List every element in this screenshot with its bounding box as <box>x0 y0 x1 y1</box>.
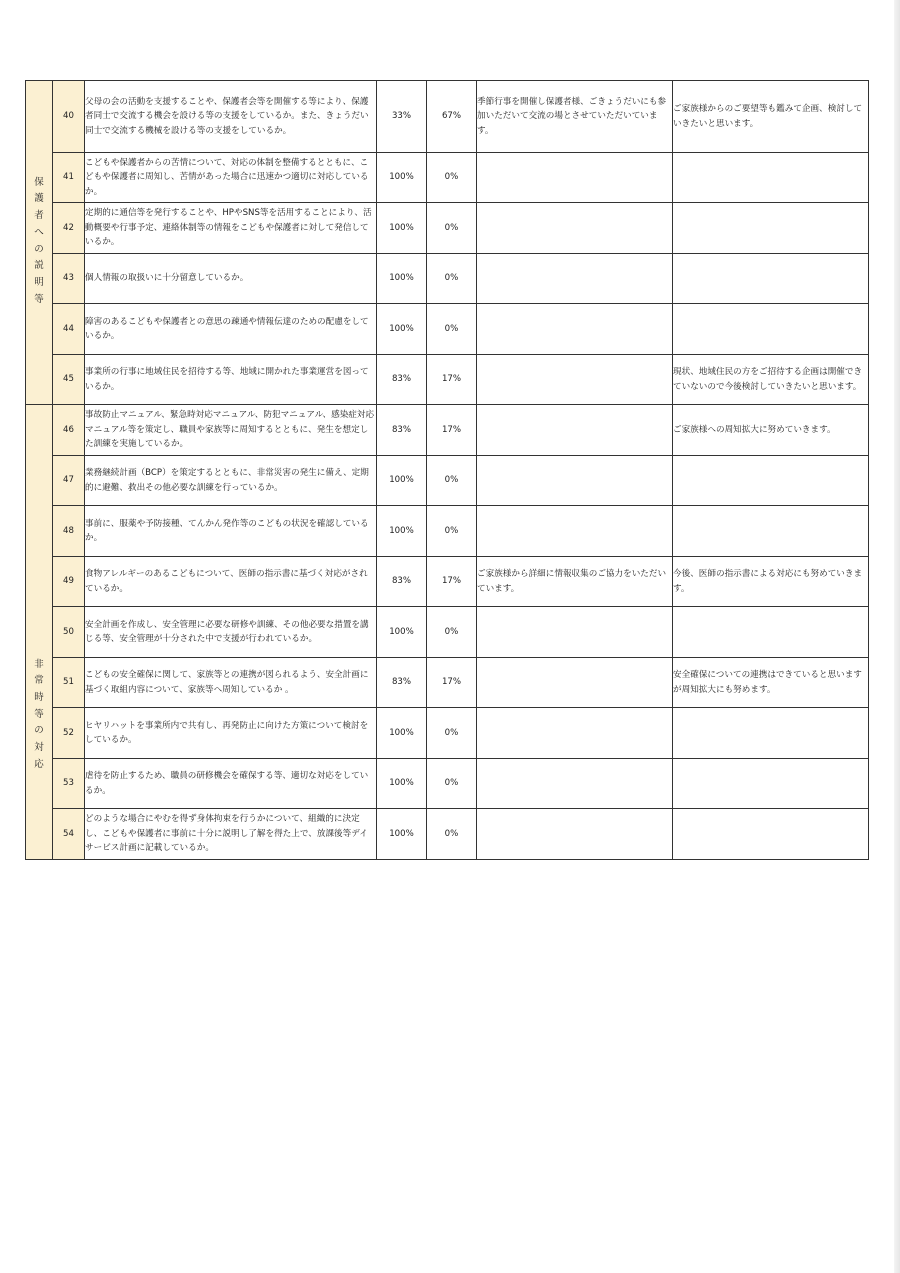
table-row <box>26 456 869 506</box>
no-percent: 0% <box>427 456 477 506</box>
yes-percent: 83% <box>377 355 427 405</box>
comment-cell <box>477 254 673 304</box>
table-row <box>26 557 869 607</box>
table-row <box>26 658 869 708</box>
section-label-char: 時 <box>34 691 44 703</box>
yes-percent: 33% <box>377 81 427 153</box>
item-number: 49 <box>53 557 85 607</box>
table-row <box>26 203 869 254</box>
response-cell <box>673 809 869 860</box>
section-label-vertical <box>26 175 52 309</box>
section-label-char: 説 <box>34 260 44 272</box>
item-number: 48 <box>53 506 85 557</box>
comment-cell <box>477 809 673 860</box>
comment-cell <box>477 607 673 658</box>
section-label-char: 護 <box>34 193 44 205</box>
table-row <box>26 405 869 456</box>
response-cell <box>673 153 869 203</box>
item-number: 42 <box>53 203 85 254</box>
response-cell <box>673 708 869 759</box>
question-text: 父母の会の活動を支援することや、保護者会等を開催する等により、保護者同士で交流する機会を設ける等の支援をしているか。また、きょうだい同士で交流する機械を設ける等の支援をしているか。 <box>85 81 377 153</box>
no-percent: 17% <box>427 557 477 607</box>
table-row <box>26 81 869 153</box>
table-row <box>26 607 869 658</box>
question-text: ヒヤリハットを事業所内で共有し、再発防止に向けた方策について検討をしているか。 <box>85 708 377 759</box>
response-cell <box>673 759 869 809</box>
yes-percent: 100% <box>377 304 427 355</box>
section-label-char: 非 <box>34 658 44 670</box>
item-number: 44 <box>53 304 85 355</box>
no-percent: 67% <box>427 81 477 153</box>
yes-percent: 83% <box>377 405 427 456</box>
table-row <box>26 759 869 809</box>
comment-cell <box>477 759 673 809</box>
evaluation-table <box>25 80 869 860</box>
question-text: 事業所の行事に地域住民を招待する等、地域に開かれた事業運営を図っているか。 <box>85 355 377 405</box>
yes-percent: 100% <box>377 607 427 658</box>
response-cell <box>673 254 869 304</box>
no-percent: 17% <box>427 658 477 708</box>
question-text: 業務継続計画（BCP）を策定するとともに、非常災害の発生に備え、定期的に避難、救出その他必要な訓練を行っているか。 <box>85 456 377 506</box>
yes-percent: 100% <box>377 254 427 304</box>
item-number: 45 <box>53 355 85 405</box>
response-cell: 安全確保についての連携はできていると思いますが周知拡大にも努めます。 <box>673 658 869 708</box>
comment-cell <box>477 203 673 254</box>
no-percent: 0% <box>427 254 477 304</box>
no-percent: 0% <box>427 809 477 860</box>
table-row <box>26 355 869 405</box>
section-label-cell <box>26 81 53 405</box>
question-text: 定期的に通信等を発行することや、HPやSNS等を活用することにより、活動概要や行事予定、連絡体制等の情報をこどもや保護者に対して発信しているか。 <box>85 203 377 254</box>
response-cell <box>673 203 869 254</box>
item-number: 46 <box>53 405 85 456</box>
page-edge-shadow <box>894 0 900 1273</box>
yes-percent: 83% <box>377 557 427 607</box>
table-row <box>26 809 869 860</box>
question-text: 虐待を防止するため、職員の研修機会を確保する等、適切な対応をしているか。 <box>85 759 377 809</box>
no-percent: 0% <box>427 153 477 203</box>
yes-percent: 100% <box>377 506 427 557</box>
response-cell: 現状、地域住民の方をご招待する企画は開催できていないので今後検討していきたいと思います。 <box>673 355 869 405</box>
comment-cell <box>477 658 673 708</box>
comment-cell <box>477 153 673 203</box>
yes-percent: 100% <box>377 203 427 254</box>
question-text: 食物アレルギーのあるこどもについて、医師の指示書に基づく対応がされているか。 <box>85 557 377 607</box>
question-text: こどもの安全確保に関して、家族等との連携が図られるよう、安全計画に基づく取組内容について、家族等へ周知しているか 。 <box>85 658 377 708</box>
section-label-char: 者 <box>34 210 44 222</box>
no-percent: 0% <box>427 607 477 658</box>
comment-cell: 季節行事を開催し保護者様、ごきょうだいにも参加いただいて交流の場とさせていただいています。 <box>477 81 673 153</box>
comment-cell <box>477 708 673 759</box>
question-text: こどもや保護者からの苦情について、対応の体制を整備するとともに、こどもや保護者に周知し、苦情があった場合に迅速かつ適切に対応しているか。 <box>85 153 377 203</box>
no-percent: 0% <box>427 759 477 809</box>
response-cell: ご家族様からのご要望等も鑑みて企画、検討していきたいと思います。 <box>673 81 869 153</box>
yes-percent: 100% <box>377 759 427 809</box>
comment-cell <box>477 355 673 405</box>
no-percent: 17% <box>427 355 477 405</box>
response-cell: 今後、医師の指示書による対応にも努めていきます。 <box>673 557 869 607</box>
item-number: 51 <box>53 658 85 708</box>
question-text: どのような場合にやむを得ず身体拘束を行うかについて、組織的に決定し、こどもや保護者に事前に十分に説明し了解を得た上で、放課後等デイサービス計画に記載しているか。 <box>85 809 377 860</box>
item-number: 52 <box>53 708 85 759</box>
yes-percent: 83% <box>377 658 427 708</box>
section-label-char: 等 <box>34 293 44 305</box>
question-text: 安全計画を作成し、安全管理に必要な研修や訓練、その他必要な措置を講じる等、安全管理が十分された中で支援が行われているか。 <box>85 607 377 658</box>
response-cell <box>673 506 869 557</box>
no-percent: 0% <box>427 203 477 254</box>
section-label-char: 応 <box>34 758 44 770</box>
section-label-char: 等 <box>34 708 44 720</box>
response-cell <box>673 456 869 506</box>
response-cell: ご家族様への周知拡大に努めていきます。 <box>673 405 869 456</box>
comment-cell <box>477 506 673 557</box>
item-number: 53 <box>53 759 85 809</box>
response-cell <box>673 607 869 658</box>
section-label-cell <box>26 405 53 860</box>
comment-cell <box>477 456 673 506</box>
question-text: 個人情報の取扱いに十分留意しているか。 <box>85 254 377 304</box>
table-row <box>26 153 869 203</box>
question-text: 事故防止マニュアル、緊急時対応マニュアル、防犯マニュアル、感染症対応マニュアル等を策定し、職員や家族等に周知するとともに、発生を想定した訓練を実施しているか。 <box>85 405 377 456</box>
yes-percent: 100% <box>377 153 427 203</box>
comment-cell <box>477 405 673 456</box>
yes-percent: 100% <box>377 809 427 860</box>
comment-cell: ご家族様から詳細に情報収集のご協力をいただいています。 <box>477 557 673 607</box>
section-label-char: 対 <box>34 742 44 754</box>
table-row <box>26 506 869 557</box>
section-label-vertical <box>26 657 52 774</box>
section-label-char: 保 <box>34 176 44 188</box>
section-label-char: 明 <box>34 276 44 288</box>
table-row <box>26 708 869 759</box>
no-percent: 0% <box>427 304 477 355</box>
yes-percent: 100% <box>377 456 427 506</box>
section-label-char: の <box>34 725 44 737</box>
question-text: 事前に、服薬や予防接種、てんかん発作等のこどもの状況を確認しているか。 <box>85 506 377 557</box>
item-number: 47 <box>53 456 85 506</box>
section-label-char: 常 <box>34 675 44 687</box>
item-number: 43 <box>53 254 85 304</box>
item-number: 54 <box>53 809 85 860</box>
question-text: 障害のあるこどもや保護者との意思の疎通や情報伝達のための配慮をしているか。 <box>85 304 377 355</box>
yes-percent: 100% <box>377 708 427 759</box>
comment-cell <box>477 304 673 355</box>
item-number: 50 <box>53 607 85 658</box>
response-cell <box>673 304 869 355</box>
no-percent: 0% <box>427 506 477 557</box>
section-label-char: の <box>34 243 44 255</box>
no-percent: 17% <box>427 405 477 456</box>
table-row <box>26 254 869 304</box>
item-number: 41 <box>53 153 85 203</box>
no-percent: 0% <box>427 708 477 759</box>
item-number: 40 <box>53 81 85 153</box>
table-row <box>26 304 869 355</box>
section-label-char: へ <box>34 226 44 238</box>
